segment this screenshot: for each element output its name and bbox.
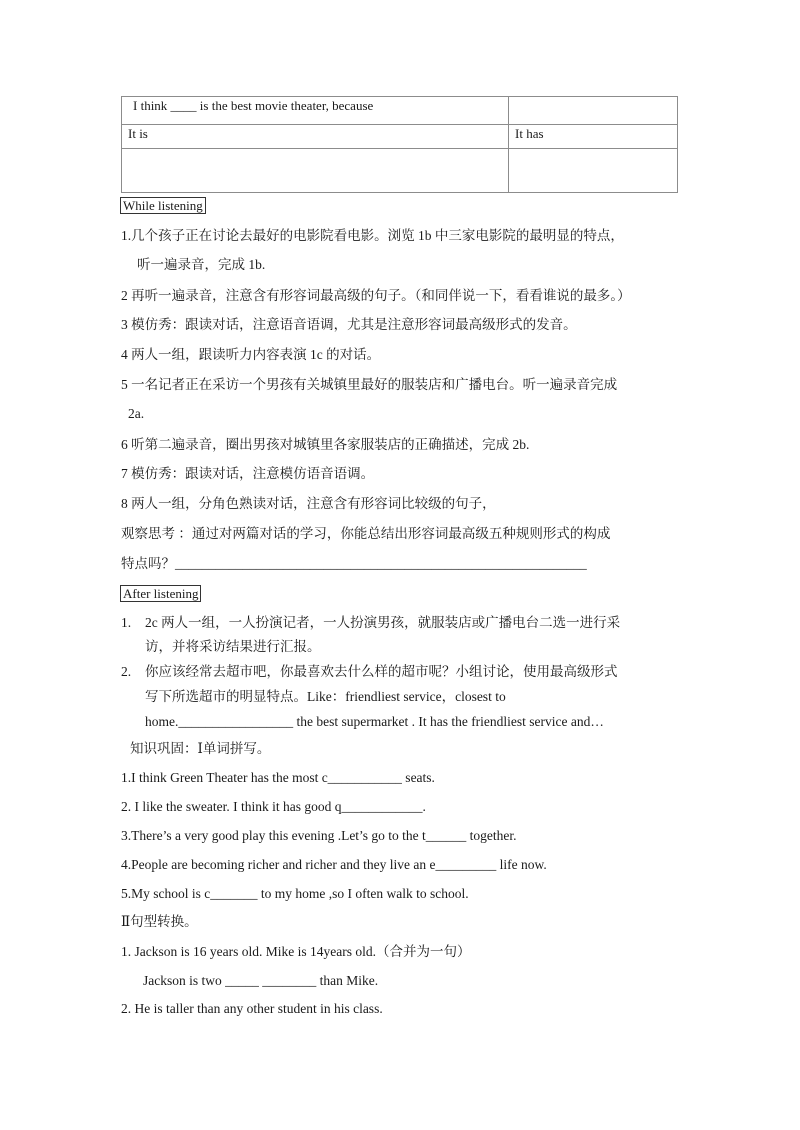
list-item: Jackson is two _____ ________ than Mike. (143, 973, 379, 988)
section-title: Ⅱ句型转换。 (121, 914, 198, 929)
list-item: 2 再听一遍录音，注意含有形容词最高级的句子。（和同伴说一下，看看谁说的最多。） (121, 288, 631, 303)
movie-theater-table (121, 96, 678, 193)
list-item: 观察思考 ：通过对两篇对话的学习，你能总结出形容词最高级五种规则形式的构成 (121, 526, 611, 541)
list-item: 4.People are becoming richer and richer and they live an e_________ life now. (121, 857, 547, 872)
list-item: 2. He is taller than any other student in his class. (121, 1001, 383, 1016)
list-item: 写下所选超市的明显特点。Like：friendliest service，closest to (145, 689, 506, 704)
list-item: 3.There’s a very good play this evening .Let’s go to the t______ together. (121, 828, 517, 843)
list-item: 访，并将采访结果进行汇报。 (145, 639, 321, 654)
list-item: 2a. (128, 406, 145, 421)
list-item-number: 2. (121, 664, 132, 679)
table-cell-it-is: It is (122, 125, 509, 149)
list-item: 5.My school is c_______ to my home ,so I often walk to school. (121, 886, 469, 901)
table-cell (122, 149, 509, 193)
list-item: 2. I like the sweater. I think it has good q____________. (121, 799, 426, 814)
list-item: 1.几个孩子正在讨论去最好的电影院看电影。浏览 1b 中三家电影院的最明显的特点， (121, 228, 624, 243)
list-item: 听一遍录音，完成 1b. (137, 257, 266, 272)
while-listening-header: While listening (120, 197, 206, 215)
table-cell (509, 149, 678, 193)
list-item: 你应该经常去超市吧，你最喜欢去什么样的超市呢？小组讨论，使用最高级形式 (145, 664, 618, 679)
table-cell (122, 97, 509, 125)
list-item: 7 模仿秀：跟读对话，注意模仿语音语调。 (121, 466, 375, 481)
list-item: 1.I think Green Theater has the most c___________ seats. (121, 770, 435, 785)
list-item: home._________________ the best supermarket . It has the friendliest service and… (145, 714, 604, 729)
table-cell-it-has: It has (509, 125, 678, 149)
list-item-number: 1. (121, 615, 132, 630)
list-item: 3 模仿秀：跟读对话，注意语音语调，尤其是注意形容词最高级形式的发音。 (121, 317, 577, 332)
table-prompt: I think ____ is the best movie theater, because (133, 98, 374, 113)
list-item: 2c 两人一组，一人扮演记者，一人扮演男孩，就服装店或广播电台二选一进行采 (145, 615, 621, 630)
list-item: 4 两人一组，跟读听力内容表演 1c 的对话。 (121, 347, 381, 362)
list-item: 1. Jackson is 16 years old. Mike is 14years old.（合并为一句） (121, 944, 471, 959)
list-item: 特点吗？_____________________________________________________________ (121, 556, 587, 571)
list-item: 5 一名记者正在采访一个男孩有关城镇里最好的服装店和广播电台。听一遍录音完成 (121, 377, 618, 392)
after-listening-header: After listening (120, 585, 201, 603)
list-item: 8 两人一组，分角色熟读对话，注意含有形容词比较级的句子， (121, 496, 496, 511)
section-title: 知识巩固：Ⅰ单词拼写。 (130, 741, 271, 756)
list-item: 6 听第二遍录音，圈出男孩对城镇里各家服装店的正确描述，完成 2b. (121, 437, 530, 452)
table-cell (509, 97, 678, 125)
